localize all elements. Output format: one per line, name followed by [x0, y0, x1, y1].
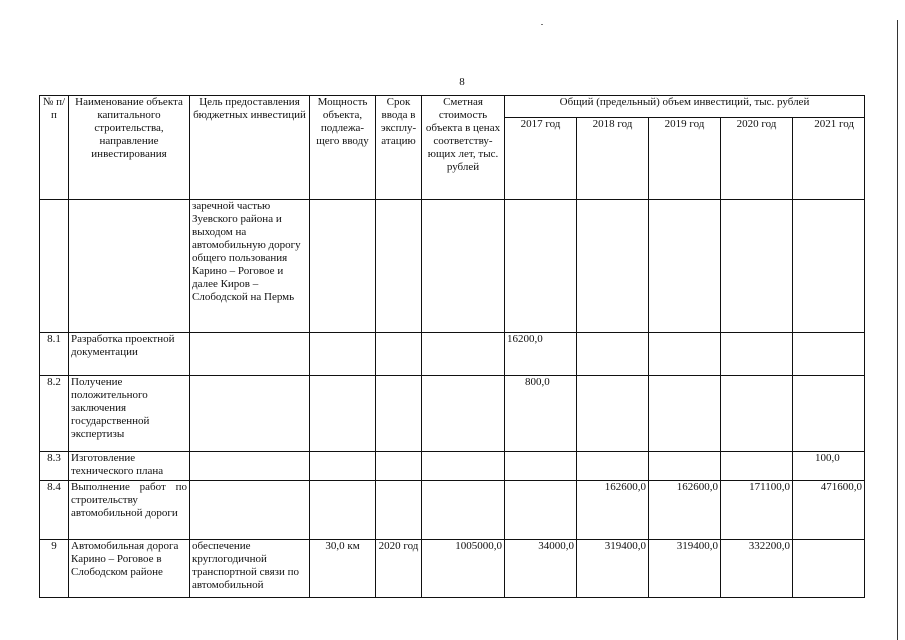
row-num: 8.3 [40, 452, 69, 481]
row-2018 [577, 333, 649, 376]
row-2019: 319400,0 [649, 540, 721, 598]
row-2021: 471600,0 [793, 481, 865, 540]
row-purpose [190, 333, 310, 376]
row-2019 [649, 452, 721, 481]
row-2020 [721, 333, 793, 376]
table-row [40, 452, 865, 481]
table-row [40, 540, 865, 598]
row-capacity [310, 376, 376, 452]
row-cost [422, 376, 505, 452]
row-term [376, 481, 422, 540]
row-2017: 800,0 [505, 376, 577, 452]
header-cost: Сметная стоимость объекта в ценах соответству-ющих лет, тыс. рублей [422, 96, 505, 200]
row-capacity [310, 481, 376, 540]
row-term [376, 376, 422, 452]
row-2021: 100,0 [793, 452, 865, 481]
scan-speck [541, 24, 543, 25]
investment-table [39, 95, 865, 598]
row-purpose [190, 481, 310, 540]
row-2021 [793, 200, 865, 333]
row-2017 [505, 452, 577, 481]
row-2017 [505, 481, 577, 540]
header-num: № п/п [40, 96, 69, 200]
header-purpose: Цель предоставления бюджетных инвестиций [190, 96, 310, 200]
row-2019 [649, 200, 721, 333]
header-row-top [40, 96, 865, 118]
row-name: Автомобильная дорога Карино – Роговое в Слободском районе [69, 540, 190, 598]
table-row [40, 376, 865, 452]
row-2017 [505, 200, 577, 333]
header-term: Срок ввода в эксплу-атацию [376, 96, 422, 200]
row-cost [422, 481, 505, 540]
row-name: Разработка проектной документации [69, 333, 190, 376]
row-2020: 332200,0 [721, 540, 793, 598]
row-2021 [793, 376, 865, 452]
row-term [376, 333, 422, 376]
row-2018: 319400,0 [577, 540, 649, 598]
row-purpose [190, 452, 310, 481]
row-cost [422, 452, 505, 481]
row-purpose [190, 376, 310, 452]
row-2019 [649, 333, 721, 376]
table-row [40, 333, 865, 376]
row-2020: 171100,0 [721, 481, 793, 540]
page-edge-rule [897, 20, 898, 640]
row-2019 [649, 376, 721, 452]
row-2018: 162600,0 [577, 481, 649, 540]
row-purpose: заречной частью Зуевского района и выходом на автомобильную дорогу общего пользования Карино – Роговое и далее Киров – Слободской на Пермь [190, 200, 310, 333]
row-num: 8.1 [40, 333, 69, 376]
table-row [40, 481, 865, 540]
row-capacity [310, 333, 376, 376]
table-row [40, 200, 865, 333]
header-name: Наименование объекта капитального строительства, направление инвестирования [69, 96, 190, 200]
row-num: 9 [40, 540, 69, 598]
row-2018 [577, 200, 649, 333]
row-cost: 1005000,0 [422, 540, 505, 598]
row-capacity: 30,0 км [310, 540, 376, 598]
row-name: Изготовление технического плана [69, 452, 190, 481]
row-2020 [721, 200, 793, 333]
row-2019: 162600,0 [649, 481, 721, 540]
row-name: Получение положительного заключения государственной экспертизы [69, 376, 190, 452]
row-name [69, 200, 190, 333]
row-2017: 34000,0 [505, 540, 577, 598]
row-2020 [721, 452, 793, 481]
row-capacity [310, 200, 376, 333]
header-capacity: Мощность объекта, подлежа-щего вводу [310, 96, 376, 200]
row-2018 [577, 452, 649, 481]
header-year-2021: 2021 год [793, 118, 865, 200]
row-2021 [793, 333, 865, 376]
header-total-investment: Общий (предельный) объем инвестиций, тыс. рублей [505, 96, 865, 118]
row-term [376, 200, 422, 333]
header-year-2019: 2019 год [649, 118, 721, 200]
row-name: Выполнение работ по строительству автомобильной дороги [69, 481, 190, 540]
header-year-2018: 2018 год [577, 118, 649, 200]
row-num: 8.2 [40, 376, 69, 452]
row-capacity [310, 452, 376, 481]
row-num: 8.4 [40, 481, 69, 540]
header-year-2020: 2020 год [721, 118, 793, 200]
row-2018 [577, 376, 649, 452]
row-2020 [721, 376, 793, 452]
row-cost [422, 200, 505, 333]
row-purpose: обеспечение круглогодичной транспортной связи по автомобильной [190, 540, 310, 598]
row-2017: 16200,0 [505, 333, 577, 376]
row-cost [422, 333, 505, 376]
row-2021 [793, 540, 865, 598]
header-year-2017: 2017 год [505, 118, 577, 200]
row-term: 2020 год [376, 540, 422, 598]
page-number: 8 [459, 76, 465, 88]
row-term [376, 452, 422, 481]
row-num [40, 200, 69, 333]
